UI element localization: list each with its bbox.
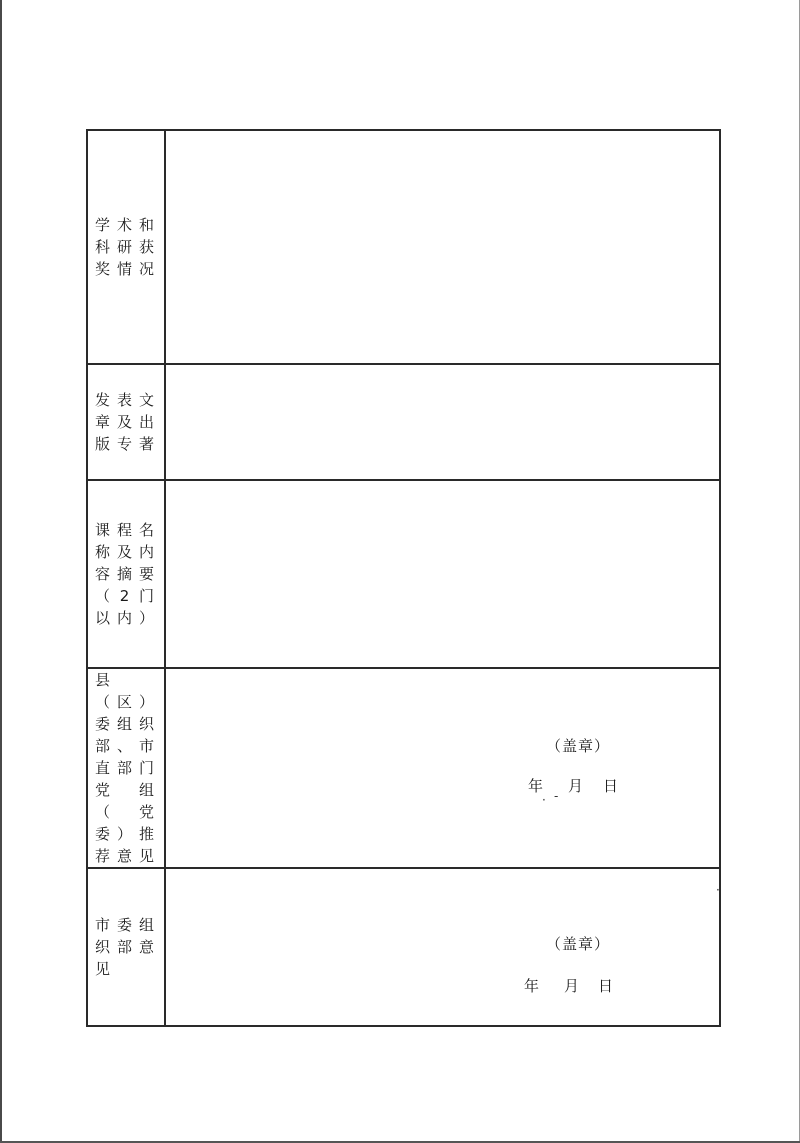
county-seal-block: [166, 669, 719, 867]
label-municipal-opinion: 市委组织部意见: [95, 916, 157, 978]
row-publications: [87, 364, 720, 480]
label-publications: 发表文章及出版专著: [95, 391, 157, 453]
content-county-opinion[interactable]: [165, 668, 720, 868]
label-cell-municipal-opinion: [87, 868, 165, 1026]
scan-speck: ·: [542, 793, 547, 807]
label-awards: 学术和科研获奖情况: [95, 216, 157, 278]
content-publications[interactable]: [165, 364, 720, 480]
municipal-day: 日: [598, 977, 615, 995]
county-day: 日: [603, 777, 620, 795]
county-seal-text: （盖章）: [546, 737, 611, 755]
county-year: 年: [528, 777, 545, 795]
scan-speck: ·: [716, 883, 721, 897]
label-courses: 课程名称及内容摘要（2门以内）: [95, 521, 157, 627]
municipal-month: 月: [564, 977, 581, 995]
recommendation-form-table: [86, 129, 721, 1027]
label-cell-courses: [87, 480, 165, 668]
content-courses[interactable]: [165, 480, 720, 668]
content-awards[interactable]: [165, 130, 720, 364]
label-cell-publications: [87, 364, 165, 480]
page-left-edge: [0, 0, 2, 1143]
label-county-opinion: 县（区）委组织部、市直部门党组（党委）推荐意见: [95, 671, 157, 865]
label-cell-awards: [87, 130, 165, 364]
label-cell-county-opinion: [87, 668, 165, 868]
row-awards: [87, 130, 720, 364]
municipal-year: 年: [524, 977, 541, 995]
row-municipal-opinion: [87, 868, 720, 1026]
county-month: 月: [568, 777, 585, 795]
content-municipal-opinion[interactable]: [165, 868, 720, 1026]
municipal-seal-block: [166, 869, 719, 1025]
row-county-opinion: [87, 668, 720, 868]
scan-speck: -: [554, 789, 560, 803]
municipal-seal-text: （盖章）: [546, 935, 611, 953]
row-courses: [87, 480, 720, 668]
